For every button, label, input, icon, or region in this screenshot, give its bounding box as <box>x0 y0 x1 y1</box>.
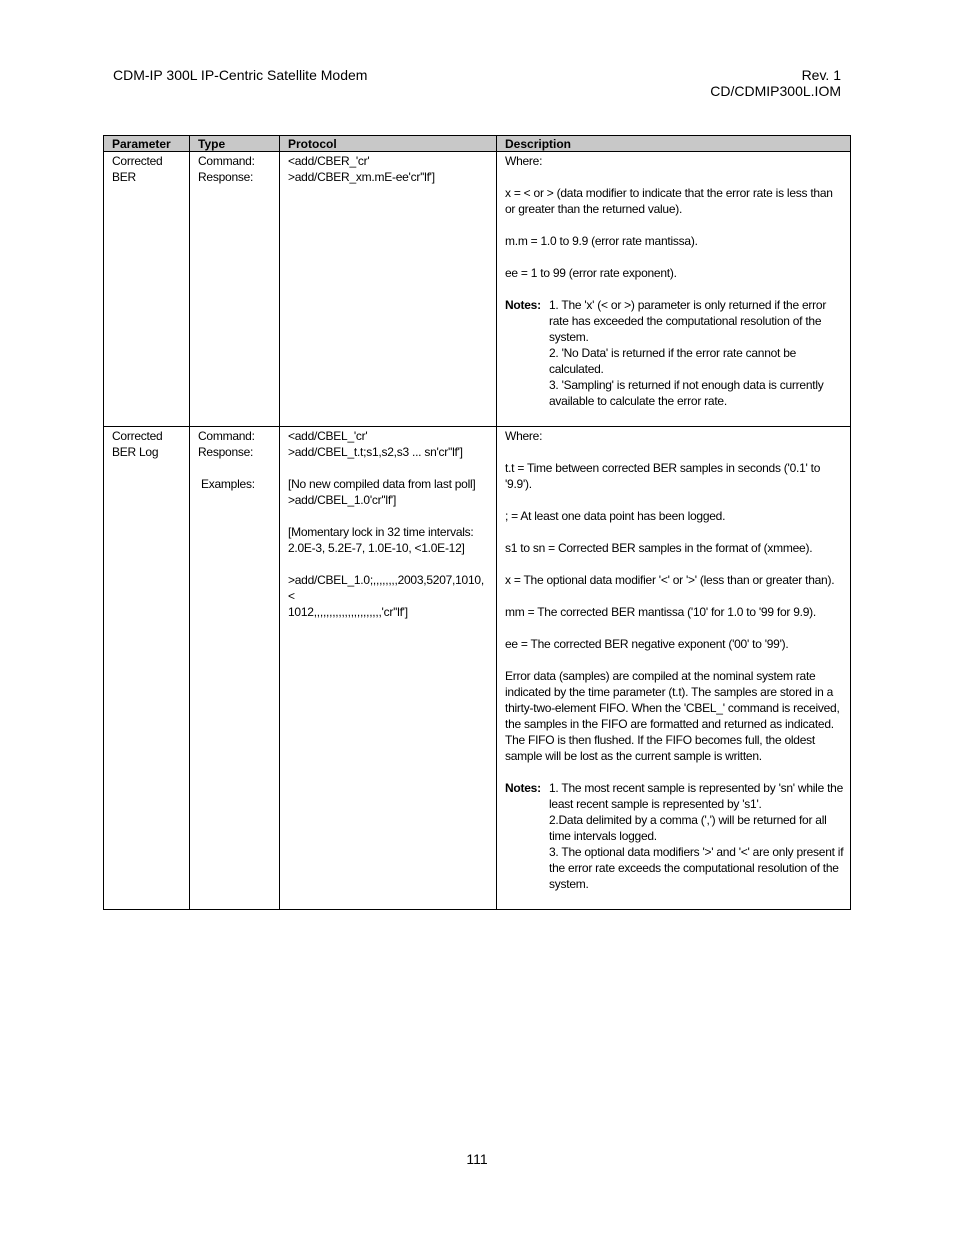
description-text: x = The optional data modifier '<' or '>' (less than or greater than). <box>505 573 835 587</box>
parameter-cell <box>104 152 190 427</box>
table-header-row <box>104 136 851 152</box>
parameter-text: Corrected <box>112 154 163 168</box>
type-cell <box>190 427 280 910</box>
description-text: mm = The corrected BER mantissa ('10' for 1.0 to '99 for 9.9). <box>505 605 816 619</box>
description-text: Error data (samples) are compiled at the nominal system rate indicated by the time parameter (t.t). The samples are stored in a thirty-two-element FIFO. When the 'CBEL_' command is received, the samples in the FIFO are formatted and returned as indicated. The FIFO is then flushed. If the FIFO becomes full, the oldest sample will be lost as the current sample is written. <box>505 669 843 763</box>
parameter-text: BER Log <box>112 445 159 459</box>
protocol-text: >add/CBEL_1.0;,,,,,,,,2003,5207,1010,< <box>288 573 484 603</box>
header-title: CDM-IP 300L IP-Centric Satellite Modem <box>113 67 368 83</box>
parameter-text: BER <box>112 170 136 184</box>
parameter-text: Corrected <box>112 429 163 443</box>
description-cell <box>497 427 851 910</box>
note-item: 1. The 'x' (< or >) parameter is only returned if the error rate has exceeded the computational resolution of the system. <box>549 298 830 344</box>
type-text: Command: <box>198 154 255 168</box>
note-item: 3. The optional data modifiers '>' and '<' are only present if the error rate exceeds the computational resolution of the system. <box>549 845 847 891</box>
protocol-text: 1012,,,,,,,,,,,,,,,,,,,,,,'cr''lf'] <box>288 605 408 619</box>
description-text: ee = 1 to 99 (error rate exponent). <box>505 266 677 280</box>
protocol-cell <box>280 152 497 427</box>
protocol-text: <add/CBER_'cr' <box>288 154 370 168</box>
table-row <box>104 152 851 427</box>
description-text: m.m = 1.0 to 9.9 (error rate mantissa). <box>505 234 698 248</box>
page-number: 111 <box>466 1151 488 1167</box>
description-text: s1 to sn = Corrected BER samples in the format of (xmmee). <box>505 541 813 555</box>
protocol-text: 2.0E-3, 5.2E-7, 1.0E-10, <1.0E-12] <box>288 541 465 555</box>
type-cell <box>190 152 280 427</box>
notes-label: Notes: <box>505 781 541 795</box>
description-text: Where: <box>505 429 543 443</box>
header-revision: Rev. 1 <box>801 67 841 83</box>
column-header-description: Description <box>497 136 851 152</box>
description-text: ; = At least one data point has been logged. <box>505 509 726 523</box>
protocol-cell <box>280 427 497 910</box>
type-text: Command: <box>198 429 255 443</box>
notes-block <box>505 297 844 409</box>
notes-block <box>505 780 847 892</box>
protocol-text: [Momentary lock in 32 time intervals: <box>288 525 474 539</box>
protocol-text: >add/CBEL_t.t;s1,s2,s3 ... sn'cr''lf'] <box>288 445 463 459</box>
protocol-text: >add/CBER_xm.mE-ee'cr''lf'] <box>288 170 435 184</box>
header-revision-block <box>710 67 841 99</box>
column-header-protocol: Protocol <box>280 136 497 152</box>
note-item: 2. 'No Data' is returned if the error rate cannot be calculated. <box>549 346 800 376</box>
description-text: t.t = Time between corrected BER samples in seconds ('0.1' to '9.9'). <box>505 461 824 491</box>
note-item: 3. 'Sampling' is returned if not enough data is currently available to calculate the error rate. <box>549 378 827 408</box>
type-text: Response: <box>198 170 254 184</box>
column-header-parameter: Parameter <box>104 136 190 152</box>
notes-label: Notes: <box>505 298 541 312</box>
header-document-id: CD/CDMIP300L.IOM <box>710 83 841 99</box>
table-row <box>104 427 851 910</box>
protocol-text: <add/CBEL_'cr' <box>288 429 368 443</box>
description-text: x = < or > (data modifier to indicate that the error rate is less than or greater than the returned value). <box>505 186 836 216</box>
description-cell <box>497 152 851 427</box>
description-text: Where: <box>505 154 543 168</box>
note-item: 2.Data delimited by a comma (',') will be returned for all time intervals logged. <box>549 813 830 843</box>
protocol-text: >add/CBEL_1.0'cr''lf'] <box>288 493 397 507</box>
command-table <box>103 135 851 910</box>
column-header-type: Type <box>190 136 280 152</box>
parameter-cell <box>104 427 190 910</box>
type-text: Examples: <box>201 477 255 491</box>
note-item: 1. The most recent sample is represented by 'sn' while the least recent sample is represented by 's1'. <box>549 781 847 811</box>
type-text: Response: <box>198 445 254 459</box>
protocol-text: [No new compiled data from last poll] <box>288 477 476 491</box>
description-text: ee = The corrected BER negative exponent ('00' to '99'). <box>505 637 789 651</box>
